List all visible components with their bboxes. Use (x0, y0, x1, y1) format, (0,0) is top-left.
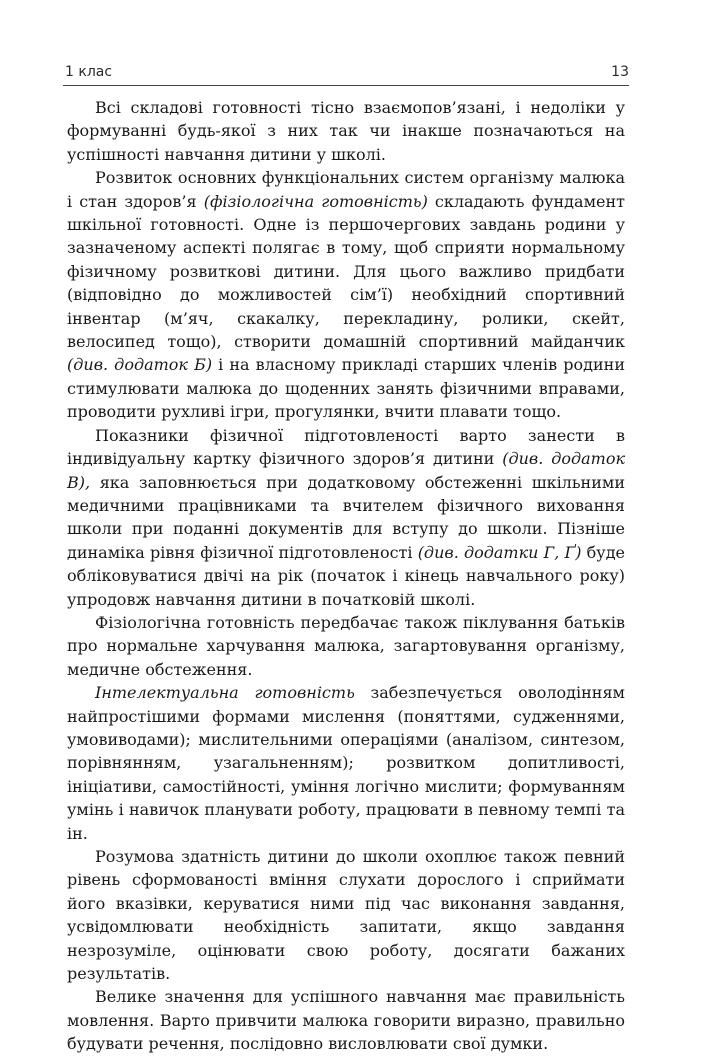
paragraph-1 (67, 96, 625, 166)
header-grade: 1 клас (65, 64, 113, 80)
appendix-reference: (див. додаток В), (67, 449, 626, 492)
paragraph-text: і на власному прикладі старших членів родини стимулювати малюка до щоденних занять фізичними вправами, проводити рухливі ігри, прогулянки, вчити плавати тощо. (67, 355, 625, 422)
paragraph-5 (67, 681, 625, 845)
paragraph-3 (67, 424, 625, 611)
italic-term: Інтелектуальна готовність (95, 683, 355, 703)
appendix-reference: (див. додаток Б) (67, 355, 213, 375)
paragraph-text: складають фундамент шкільної готовності. Одне із першочергових завдань родини у зазначеному аспекті полягає в тому, щоб сприяти нормальному фізичному розвиткові дитини. Для цього важливо придбати (відповідно до можливостей сім’ї) необхідний спортивний інвентар (м’яч, скакалку, перекладину, ролики, скейт, велосипед тощо), створити домашній спортивний майданчик (67, 191, 626, 352)
paragraph-text: Розумова здатність дитини до школи охоплює також певний рівень сформованості вміння слухати дорослого і сприймати його вказівки, керуватися ними під час виконання завдання, усвідомлювати необхідність запитати, якщо завдання незрозуміле, оцінювати свою роботу, досягати бажаних результатів. (67, 847, 625, 984)
paragraph-text: Фізіологічна готовність передбачає також піклування батьків про нормальне харчування малюка, загартовування організму, медичне обстеження. (67, 612, 625, 679)
paragraph-text: Розвиток основних функціональних систем організму малюка і стан здоров’я (67, 168, 625, 211)
paragraph-text: Показники фізичної підготовленості варто занести в індивідуальну картку фізичного здоров’я дитини (67, 425, 625, 469)
paragraph-2 (67, 166, 625, 423)
paragraph-6 (67, 845, 625, 985)
body-text (67, 96, 625, 1056)
header-rule (63, 85, 629, 86)
paragraph-text: Велике значення для успішного навчання має правильність мовлення. Варто привчити малюка говорити виразно, правильно будувати речення, послідовно висловлювати свої думки. (67, 987, 625, 1054)
appendix-reference: (див. додатки Г, Ґ) (417, 542, 582, 562)
page-number: 13 (611, 64, 629, 80)
paragraph-text: Всі складові готовності тісно взаємопов’язані, і недоліки у формуванні будь-якої з них так чи інакше позначаються на успішності навчання дитини у школі. (67, 98, 625, 164)
paragraph-4 (67, 611, 625, 681)
italic-term: (фізіологічна готовність) (203, 191, 428, 211)
paragraph-text: забезпечується оволодінням найпростішими формами мислення (поняттями, судженнями, умовиводами); мислительними операціями (аналізом, синтезом, порівнянням, узагальненням); розвитком допитливості, ініціативи, самостійності, уміння логічно мислити; формуванням умінь і навичок планувати роботу, працювати в певному темпі та ін. (67, 683, 625, 843)
paragraph-text: яка заповнюється при додатковому обстеженні шкільними медичними працівниками та вчителем фізичного виховання школи при поданні документів для вступу до школи. Пізніше динаміка рівня фізичної підготовленості (67, 472, 625, 562)
paragraph-7 (67, 985, 625, 1055)
paragraph-text: буде обліковуватися двічі на рік (початок і кінець навчального року) упродовж навчання дитини в початковій школі. (67, 542, 626, 609)
